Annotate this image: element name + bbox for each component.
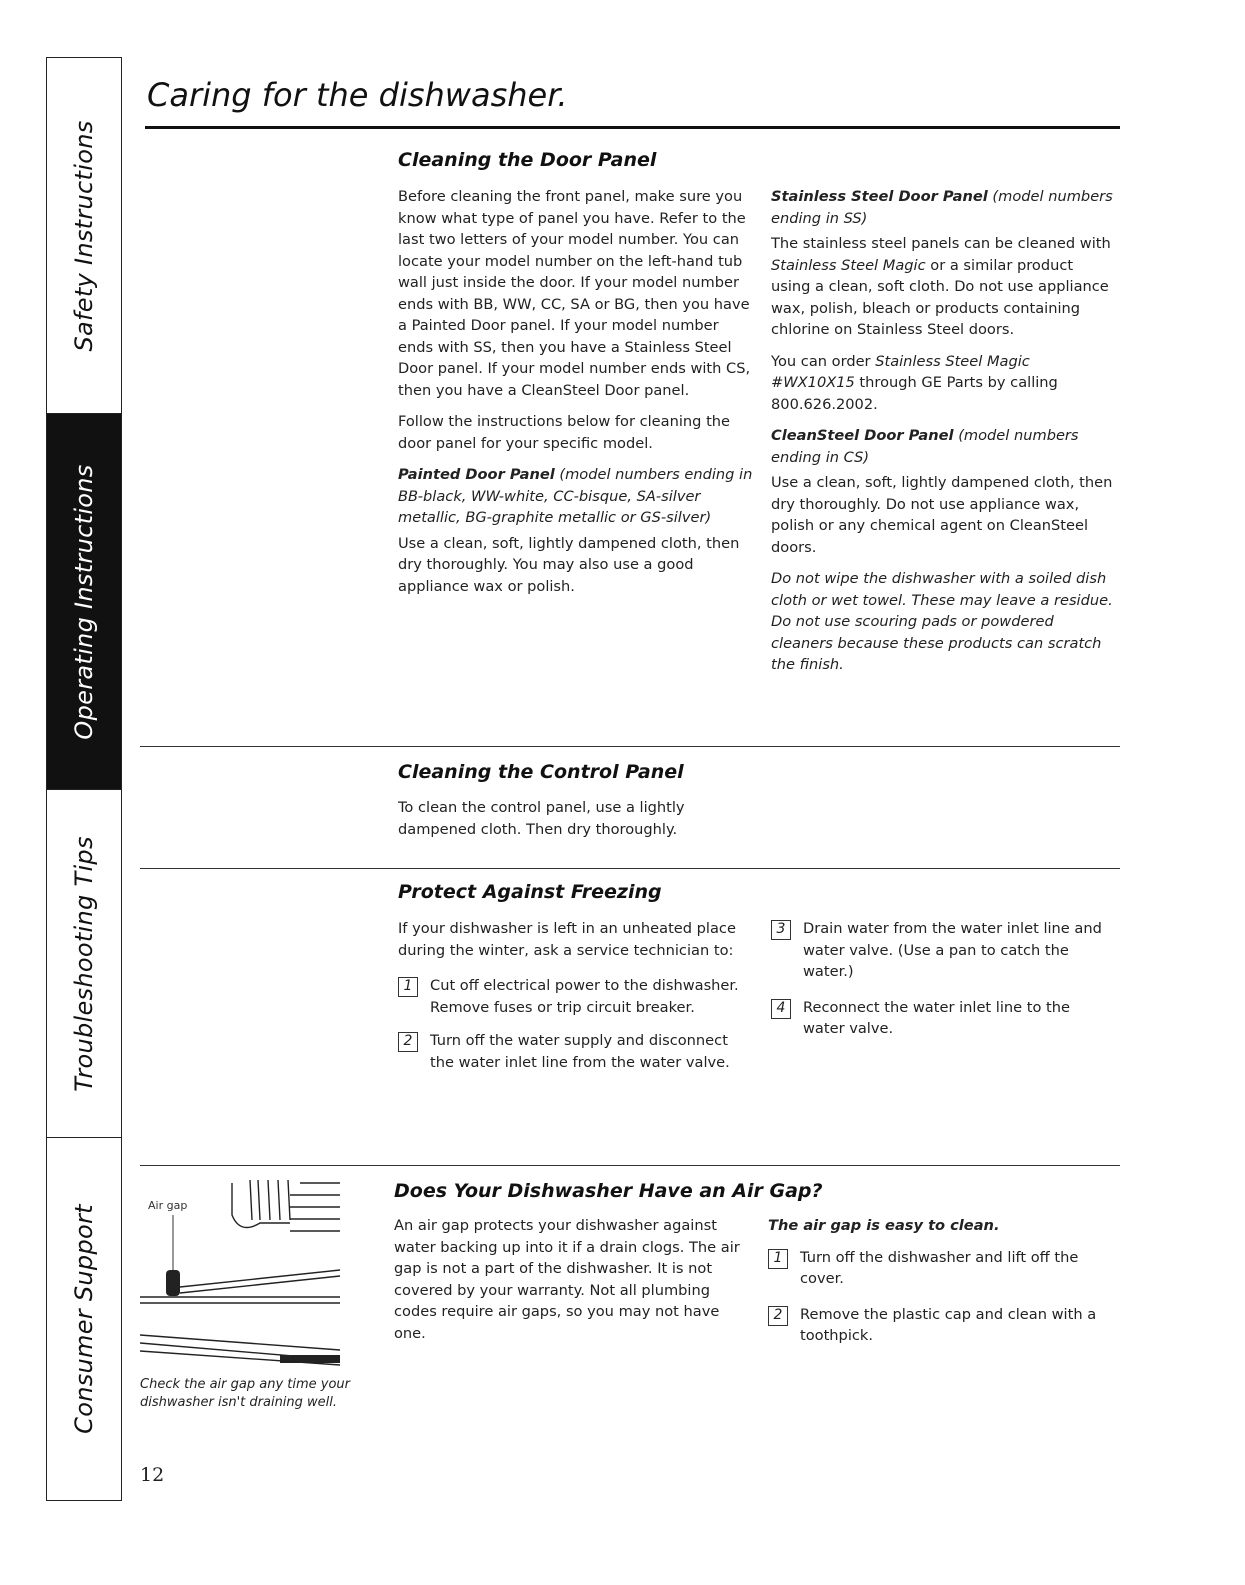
air-gap-cap bbox=[166, 1270, 180, 1296]
door-panel-warning: Do not wipe the dishwasher with a soiled dish cloth or wet towel. These may leave a residue. Do not use scouring pads or powdered cleaners because these products can scratch the finish. bbox=[771, 570, 1113, 673]
cleansteel-panel-heading-rest: (model numbers ending in CS) bbox=[771, 427, 1079, 466]
painted-panel-heading-rest: (model numbers ending in BB-black, WW-white, CC-bisque, SA-silver metallic, BG-graphite metallic or GS-silver) bbox=[398, 466, 753, 526]
order-text bbox=[771, 351, 1116, 416]
section-divider bbox=[140, 1165, 1120, 1166]
stainless-text-part: or a similar product using a clean, soft cloth. Do not use appliance wax, polish, bleach or products containing chlorine on Stainless Steel doors. bbox=[771, 256, 1109, 338]
air-gap-step-2 bbox=[768, 1304, 1116, 1347]
cabinet-edge bbox=[280, 1355, 340, 1363]
stainless-panel-text bbox=[771, 233, 1116, 341]
order-text-part: You can order bbox=[771, 352, 876, 370]
step-number-icon: 1 bbox=[398, 977, 418, 997]
tab-label: Consumer Support bbox=[70, 1204, 98, 1434]
air-gap-step-1 bbox=[768, 1247, 1116, 1290]
sink-base bbox=[140, 1335, 340, 1350]
stainless-magic-product: Stainless Steel Magic bbox=[771, 256, 926, 274]
freezing-step-2 bbox=[398, 1030, 743, 1073]
step-number-icon: 2 bbox=[768, 1306, 788, 1326]
freezing-step-1 bbox=[398, 975, 743, 1018]
door-panel-right-column bbox=[771, 186, 1116, 686]
cleansteel-panel-heading-bold: CleanSteel Door Panel bbox=[771, 427, 954, 444]
section-title-door-panel: Cleaning the Door Panel bbox=[398, 149, 657, 171]
cleansteel-panel-heading bbox=[771, 425, 1116, 468]
tab-consumer-support[interactable] bbox=[47, 1138, 121, 1500]
door-panel-intro: Before cleaning the front panel, make sure you know what type of panel you have. Refer to the last two letters of your model number. You can locate your model number on the left-hand tub wall just inside the door. If your model number ends with BB, WW, CC, SA or BG, then you have a Painted Door panel. If your model number ends with SS, then you have a Stainless Steel Door panel. If your model number ends with CS, then you have a CleanSteel Door panel. bbox=[398, 188, 751, 399]
side-tab-bar bbox=[46, 57, 122, 1501]
door-panel-follow: Follow the instructions below for cleaning the door panel for your specific model. bbox=[398, 413, 731, 452]
door-panel-left-column bbox=[398, 186, 753, 607]
painted-panel-text: Use a clean, soft, lightly dampened cloth, then dry thoroughly. You may also use a good appliance wax or polish. bbox=[398, 534, 740, 595]
air-gap-body bbox=[166, 1270, 180, 1296]
page-title: Caring for the dishwasher. bbox=[147, 76, 568, 114]
stainless-panel-heading bbox=[771, 186, 1116, 229]
step-text: Remove the plastic cap and clean with a toothpick. bbox=[800, 1305, 1097, 1344]
section-title-air-gap: Does Your Dishwasher Have an Air Gap? bbox=[394, 1180, 823, 1202]
step-number-icon: 3 bbox=[771, 920, 791, 940]
faucet-lines bbox=[250, 1180, 290, 1220]
freezing-step-4 bbox=[771, 997, 1116, 1040]
air-gap-caption: Check the air gap any time your dishwasher isn't draining well. bbox=[140, 1377, 351, 1410]
section-divider bbox=[140, 746, 1120, 747]
freezing-left-column bbox=[398, 918, 743, 1085]
title-rule bbox=[145, 126, 1120, 129]
page-number: 12 bbox=[140, 1464, 165, 1486]
section-title-control-panel: Cleaning the Control Panel bbox=[398, 761, 684, 783]
step-text: Reconnect the water inlet line to the water valve. bbox=[803, 998, 1070, 1037]
order-product-name: Stainless Steel Magic #WX10X15 bbox=[771, 352, 1030, 391]
painted-panel-heading bbox=[398, 464, 753, 529]
step-number-icon: 4 bbox=[771, 999, 791, 1019]
step-text: Turn off the dishwasher and lift off the cover. bbox=[800, 1248, 1079, 1287]
air-gap-text: An air gap protects your dishwasher against water backing up into it if a drain clogs. The air gap is not a part of the dishwasher. It is not covered by your warranty. Not all plumbing codes require air gaps, so you may not have one. bbox=[394, 1217, 740, 1342]
step-number-icon: 1 bbox=[768, 1249, 788, 1269]
faucet-sketch bbox=[232, 1180, 340, 1231]
counter-lines bbox=[290, 1195, 340, 1231]
tab-label: Safety Instructions bbox=[70, 119, 98, 352]
freezing-right-column bbox=[771, 918, 1116, 1052]
step-text: Drain water from the water inlet line and water valve. (Use a pan to catch the water.) bbox=[803, 920, 1102, 980]
control-panel-text-column bbox=[398, 797, 748, 850]
stainless-panel-heading-bold: Stainless Steel Door Panel bbox=[771, 188, 988, 205]
cleansteel-panel-text: Use a clean, soft, lightly dampened cloth, then dry thoroughly. Do not use appliance wax, polish or any chemical agent on CleanSteel doors. bbox=[771, 474, 1113, 556]
step-text: Cut off electrical power to the dishwasher. Remove fuses or trip circuit breaker. bbox=[430, 977, 739, 1016]
step-text: Turn off the water supply and disconnect the water inlet line from the water valve. bbox=[430, 1032, 730, 1071]
tab-label: Troubleshooting Tips bbox=[70, 835, 98, 1092]
step-number-icon: 2 bbox=[398, 1032, 418, 1052]
faucet-body bbox=[232, 1183, 290, 1228]
order-text-part: through GE Parts by calling 800.626.2002. bbox=[771, 374, 1058, 413]
section-title-freezing: Protect Against Freezing bbox=[398, 881, 662, 903]
tab-label: Operating Instructions bbox=[70, 463, 98, 740]
air-gap-left-column bbox=[394, 1215, 744, 1354]
section-divider bbox=[140, 868, 1120, 869]
painted-panel-heading-bold: Painted Door Panel bbox=[398, 466, 555, 483]
air-gap-illustration bbox=[140, 1175, 360, 1375]
stainless-panel-heading-rest: (model numbers ending in SS) bbox=[771, 188, 1113, 227]
stainless-text-part: The stainless steel panels can be cleaned with bbox=[771, 235, 1111, 252]
freezing-step-3 bbox=[771, 918, 1116, 983]
tab-safety-instructions[interactable] bbox=[47, 58, 121, 414]
freezing-intro: If your dishwasher is left in an unheated place during the winter, ask a service technician to: bbox=[398, 920, 736, 959]
air-gap-figure-label: Air gap bbox=[148, 1199, 188, 1212]
tab-troubleshooting-tips[interactable] bbox=[47, 790, 121, 1138]
air-gap-easy-heading: The air gap is easy to clean. bbox=[768, 1217, 1000, 1234]
tab-operating-instructions[interactable] bbox=[47, 414, 121, 790]
air-gap-right-column bbox=[768, 1215, 1116, 1359]
control-panel-text: To clean the control panel, use a lightly dampened cloth. Then dry thoroughly. bbox=[398, 799, 685, 838]
